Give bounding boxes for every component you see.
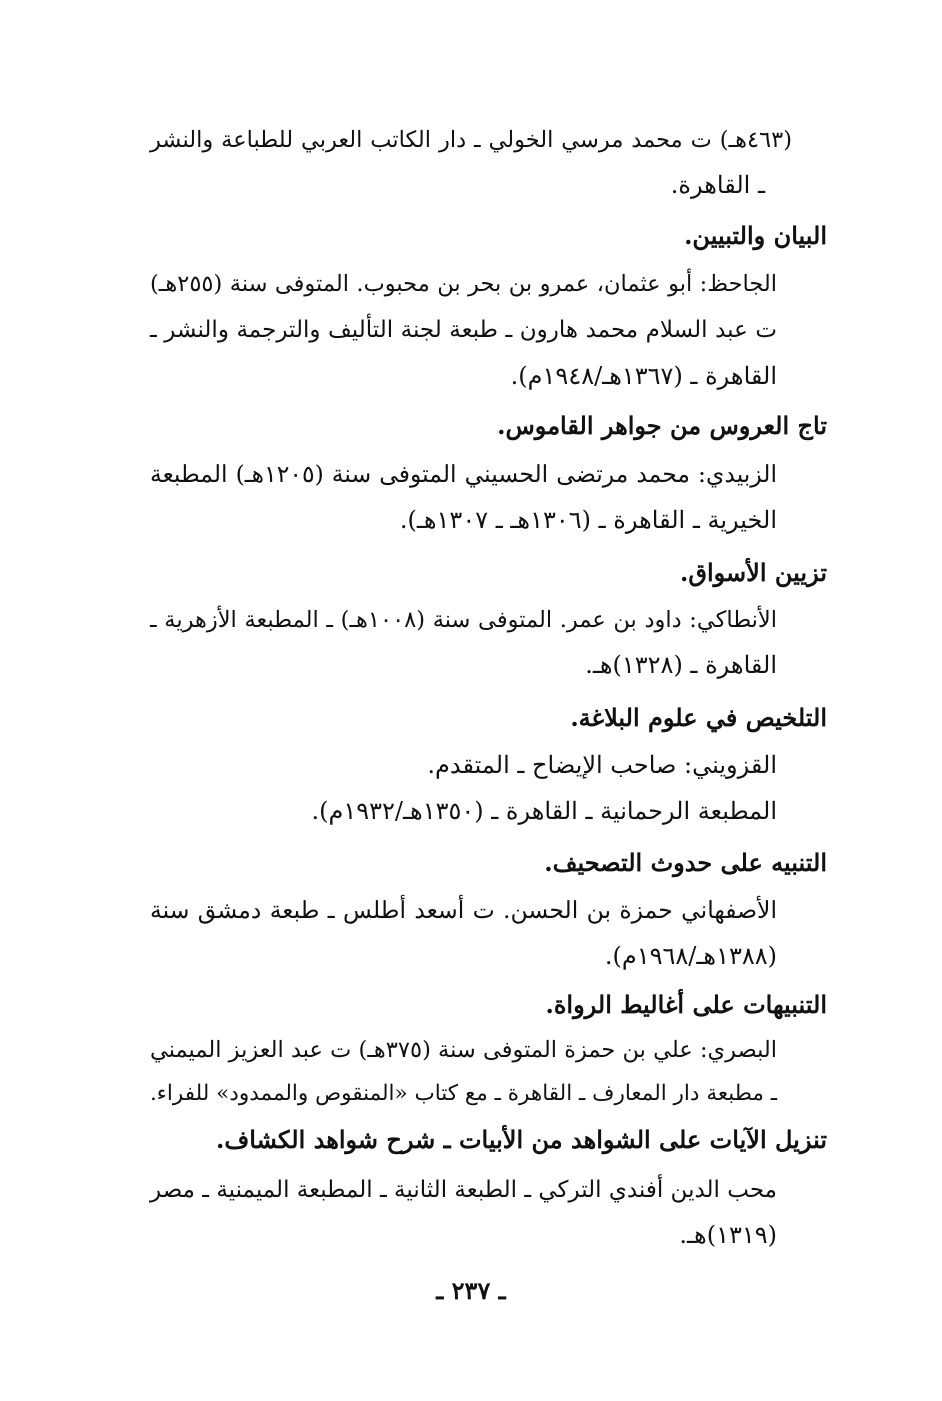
entry-line: الأنطاكي: داود بن عمر. المتوفى سنة (١٠٠٨هـ) ـ المطبعة الأزهرية ـ (150, 607, 777, 633)
book-title-heading: التنبيهات على أغاليط الرواة. (545, 990, 827, 1019)
book-title-heading: التلخيص في علوم البلاغة. (570, 703, 827, 732)
book-title-heading: التنبيه على حدوث التصحيف. (544, 848, 827, 877)
entry-line: الأصفهاني حمزة بن الحسن. ت أسعد أطلس ـ طبعة دمشق سنة (150, 896, 777, 924)
entry-line: ت عبد السلام محمد هارون ـ طبعة لجنة التأليف والترجمة والنشر ـ (150, 317, 777, 343)
entry-continuation-line: ـ القاهرة. (670, 171, 765, 199)
entry-line: الخيرية ـ القاهرة ـ (١٣٠٦هـ ـ ١٣٠٧هـ). (399, 506, 777, 534)
entry-line: محب الدين أفندي التركي ـ الطبعة الثانية ـ المطبعة الميمنية ـ مصر (150, 1177, 777, 1203)
entry-line: المطبعة الرحمانية ـ القاهرة ـ (١٣٥٠هـ/١٩٣٢م). (311, 797, 777, 825)
book-title-heading: البيان والتبيين. (684, 221, 827, 250)
entry-line: الزبيدي: محمد مرتضى الحسيني المتوفى سنة (١٢٠٥هـ) المطبعة (150, 460, 777, 488)
entry-line: البصري: علي بن حمزة المتوفى سنة (٣٧٥هـ) ت عبد العزيز الميمني (150, 1037, 777, 1063)
entry-line: القاهرة ـ (١٣٦٧هـ/١٩٤٨م). (510, 362, 777, 390)
entry-line: (١٣١٩)هـ. (679, 1221, 777, 1249)
book-title-heading: تاج العروس من جواهر القاموس. (497, 411, 827, 440)
entry-line: القزويني: صاحب الإيضاح ـ المتقدم. (427, 751, 777, 779)
page-number: ـ ٢٣٧ ـ (436, 1276, 506, 1305)
entry-line: ـ مطبعة دار المعارف ـ القاهرة ـ مع كتاب «المنقوص والممدود» للفراء. (149, 1081, 777, 1106)
entry-line: القاهرة ـ (١٣٢٨)هـ. (585, 651, 777, 679)
book-title-heading: تنزيل الآيات على الشواهد من الأبيات ـ شرح شواهد الكشاف. (216, 1125, 827, 1154)
entry-line: الجاحظ: أبو عثمان، عمرو بن بحر بن محبوب. المتوفى سنة (٢٥٥هـ) (150, 271, 778, 297)
entry-continuation-line: (٤٦٣هـ) ت محمد مرسي الخولي ـ دار الكاتب العربي للطباعة والنشر (150, 127, 792, 153)
book-title-heading: تزيين الأسواق. (680, 558, 827, 587)
entry-line: (١٣٨٨هـ/١٩٦٨م). (604, 942, 777, 970)
